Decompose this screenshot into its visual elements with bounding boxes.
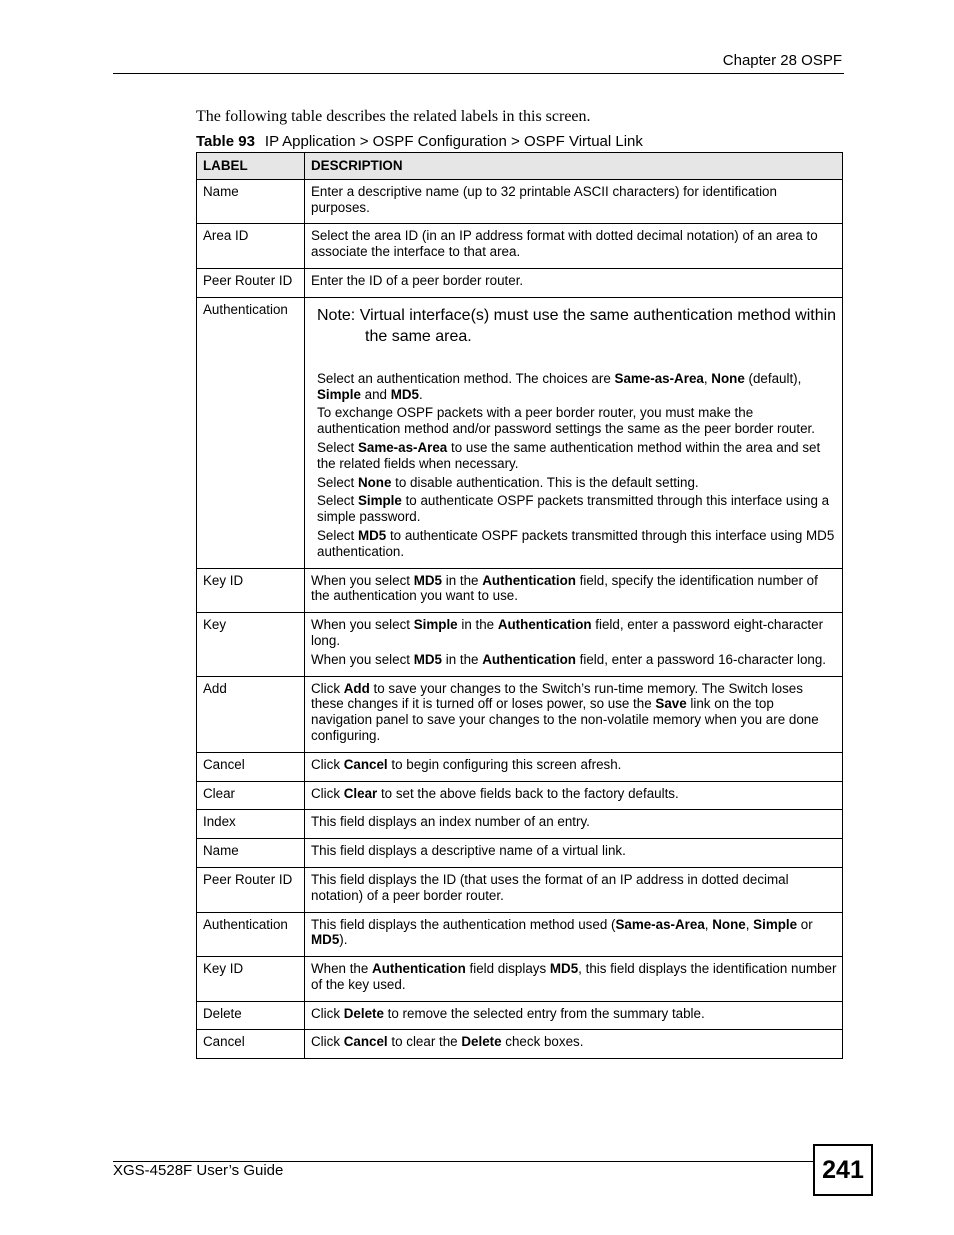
- header-divider: [113, 73, 844, 74]
- table-row: [197, 957, 843, 1002]
- description-paragraph: Click Cancel to clear the Delete check boxes.: [311, 1034, 584, 1050]
- table-caption: [196, 133, 643, 150]
- table-caption-title: IP Application > OSPF Configuration > OSPF Virtual Link: [264, 133, 643, 150]
- row-description: [305, 568, 843, 613]
- row-description: [305, 224, 843, 269]
- row-label: Cancel: [197, 752, 305, 781]
- page-number: 241: [813, 1144, 873, 1196]
- row-description: [305, 781, 843, 810]
- description-paragraph: When you select Simple in the Authentication field, enter a password eight-character long.: [311, 617, 824, 648]
- table-row: [197, 781, 843, 810]
- row-description: [305, 810, 843, 839]
- row-label: Name: [197, 179, 305, 224]
- description-paragraph: To exchange OSPF packets with a peer border router, you must make the authentication method and/or password settings the same as the peer border router.: [317, 405, 815, 437]
- row-description: [305, 839, 843, 868]
- table-row: [197, 297, 843, 568]
- table-caption-number: Table 93: [196, 133, 255, 150]
- table-row: [197, 224, 843, 269]
- note-text: Note: Virtual interface(s) must use the same authentication method within the same area.: [317, 306, 837, 345]
- table-row: [197, 613, 843, 676]
- row-description: [305, 268, 843, 297]
- row-description: [305, 752, 843, 781]
- description-column-header: DESCRIPTION: [305, 153, 843, 180]
- description-paragraph: This field displays the authentication method used (Same-as-Area, None, Simple or MD5).: [311, 916, 813, 948]
- row-label: Area ID: [197, 224, 305, 269]
- table-row: [197, 1030, 843, 1059]
- row-description: [305, 676, 843, 752]
- table-row: [197, 568, 843, 613]
- description-paragraph: This field displays the ID (that uses the format of an IP address in dotted decimal notation) of a peer border router.: [311, 871, 789, 903]
- description-paragraph: Select an authentication method. The choices are Same-as-Area, None (default), Simple and MD5.: [317, 370, 802, 402]
- guide-title: XGS-4528F User’s Guide: [113, 1162, 284, 1179]
- row-description: [305, 1001, 843, 1030]
- description-paragraph: This field displays an index number of an entry.: [311, 814, 590, 830]
- table-header-row: [197, 153, 843, 180]
- description-paragraph: Select MD5 to authenticate OSPF packets transmitted through this interface using MD5 authentication.: [317, 527, 835, 559]
- table-row: [197, 268, 843, 297]
- description-paragraph: This field displays a descriptive name of a virtual link.: [311, 843, 626, 859]
- row-label: Key ID: [197, 957, 305, 1002]
- table-row: [197, 179, 843, 224]
- row-description: [305, 1030, 843, 1059]
- row-label: Key ID: [197, 568, 305, 613]
- description-paragraph: When you select MD5 in the Authentication field, enter a password 16-character long.: [311, 651, 827, 667]
- description-paragraph: Click Add to save your changes to the Switch’s run-time memory. The Switch loses these changes if it is turned off or loses power, so use the Save link on the top navigation panel to save your changes to the non-volatile memory when you are done configuring.: [311, 680, 819, 743]
- description-paragraph: Enter a descriptive name (up to 32 printable ASCII characters) for identification purposes.: [311, 183, 777, 215]
- description-paragraph: Select Same-as-Area to use the same authentication method within the area and set the related fields when necessary.: [317, 439, 821, 471]
- description-paragraph: When you select MD5 in the Authentication field, specify the identification number of the authentication you want to use.: [311, 572, 818, 604]
- row-label: Key: [197, 613, 305, 676]
- description-paragraph: Enter the ID of a peer border router.: [311, 272, 524, 288]
- description-paragraph: Click Cancel to begin configuring this screen afresh.: [311, 756, 622, 772]
- row-label: Clear: [197, 781, 305, 810]
- table-row: [197, 867, 843, 912]
- label-column-header: LABEL: [197, 153, 305, 180]
- row-label: Cancel: [197, 1030, 305, 1059]
- row-label: Delete: [197, 1001, 305, 1030]
- table-body: [197, 179, 843, 1058]
- row-label: Peer Router ID: [197, 867, 305, 912]
- row-description: [305, 912, 843, 957]
- row-label: Authentication: [197, 912, 305, 957]
- table-row: [197, 752, 843, 781]
- row-label: Authentication: [197, 297, 305, 568]
- description-table: [196, 152, 843, 1059]
- row-label: Add: [197, 676, 305, 752]
- table-row: [197, 1001, 843, 1030]
- description-paragraph: Select the area ID (in an IP address format with dotted decimal notation) of an area to associate the interface to that area.: [311, 228, 818, 260]
- row-label: Peer Router ID: [197, 268, 305, 297]
- table-row: [197, 839, 843, 868]
- row-label: Name: [197, 839, 305, 868]
- row-description: [305, 297, 843, 568]
- description-paragraph: Click Delete to remove the selected entry from the summary table.: [311, 1005, 705, 1021]
- row-description: [305, 867, 843, 912]
- description-paragraph: Select Simple to authenticate OSPF packets transmitted through this interface using a simple password.: [317, 493, 830, 525]
- description-paragraph: When the Authentication field displays MD5, this field displays the identification number of the key used.: [311, 961, 837, 992]
- description-paragraph: Click Clear to set the above fields back to the factory defaults.: [311, 785, 679, 801]
- row-description: [305, 957, 843, 1002]
- table-row: [197, 912, 843, 957]
- row-label: Index: [197, 810, 305, 839]
- description-paragraph: Select None to disable authentication. This is the default setting.: [317, 474, 699, 490]
- table-row: [197, 810, 843, 839]
- table-row: [197, 676, 843, 752]
- row-description: [305, 179, 843, 224]
- intro-paragraph: The following table describes the related labels in this screen.: [196, 108, 591, 125]
- row-description: [305, 613, 843, 676]
- chapter-header: Chapter 28 OSPF: [722, 52, 842, 69]
